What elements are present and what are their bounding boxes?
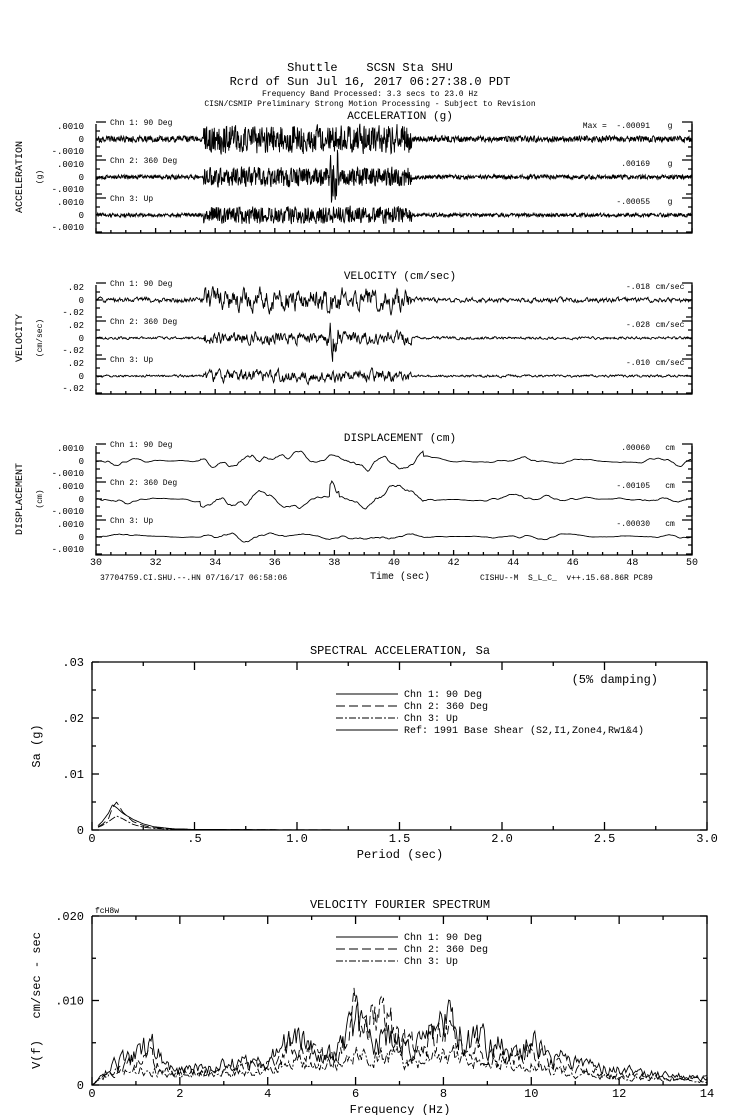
y-tick-label: -.0010: [51, 469, 84, 479]
y-tick-label: .02: [62, 712, 84, 726]
channel-label: Chn 2: 360 Deg: [110, 157, 178, 166]
x-tick-label: 3.0: [696, 832, 718, 846]
y-tick-label: .01: [62, 768, 84, 782]
x-tick-label: 12: [611, 1087, 627, 1101]
y-tick-label: .0010: [56, 160, 84, 170]
y-tick-label: 0: [78, 495, 84, 505]
peak-value: .00169: [621, 160, 650, 169]
peak-unit: cm/sec: [655, 283, 685, 292]
peak-value: -.028: [625, 321, 650, 330]
x-tick-label: 34: [209, 558, 222, 569]
y-axis-label: VELOCITY: [15, 313, 26, 363]
plot-frame: [96, 446, 692, 555]
peak-value: .00060: [621, 444, 650, 453]
legend-label: Chn 1: 90 Deg: [404, 690, 483, 701]
series-line: [98, 805, 707, 830]
x-tick-label: 44: [507, 558, 520, 569]
x-axis-label: Period (sec): [356, 848, 444, 862]
y-tick-label: -.0010: [51, 185, 84, 195]
y-tick-label: .02: [67, 359, 84, 369]
x-tick-label: 50: [685, 558, 699, 569]
waveform-trace: [96, 368, 691, 385]
y-tick-label: 0: [76, 1079, 84, 1093]
series-line: [92, 1045, 707, 1085]
channel-label: Chn 2: 360 Deg: [110, 479, 178, 488]
peak-value: -.010: [625, 359, 650, 368]
x-tick-label: 32: [149, 558, 162, 569]
header-record-time: Rcrd of Sun Jul 16, 2017 06:27:38.0 PDT: [229, 75, 511, 89]
peak-value: -.018: [625, 283, 650, 292]
waveform-trace: [96, 451, 691, 471]
plot-frame: [92, 916, 707, 1085]
panel-title: ACCELERATION (g): [347, 111, 453, 123]
y-axis-label: V(f) cm/sec - sec: [30, 932, 44, 1069]
x-tick-label: 36: [268, 558, 281, 569]
x-tick-label: 14: [699, 1087, 715, 1101]
y-tick-label: .010: [55, 994, 84, 1009]
waveform-trace: [96, 150, 692, 203]
y-tick-label: .03: [62, 656, 84, 670]
x-tick-label: 0: [88, 1087, 96, 1101]
channel-label: Chn 1: 90 Deg: [110, 441, 173, 450]
x-tick-label: 4: [264, 1087, 272, 1101]
peak-unit: cm/sec: [655, 359, 685, 368]
peak-unit: cm/sec: [655, 321, 685, 330]
x-tick-label: 6: [351, 1087, 360, 1101]
x-tick-label: 46: [566, 558, 579, 569]
x-tick-label: 10: [524, 1087, 539, 1101]
corner-label: fcH8w: [95, 907, 120, 916]
header-station: Shuttle SCSN Sta SHU: [287, 61, 453, 75]
legend-label: Chn 1: 90 Deg: [404, 933, 483, 944]
waveform-trace: [96, 481, 691, 509]
peak-unit: cm: [665, 520, 675, 529]
peak-unit: g: [667, 160, 673, 169]
footer-record-id: 37704759.CI.SHU.--.HN 07/16/17 06:58:06: [100, 574, 288, 583]
header-frequency-band: Frequency Band Processed: 3.3 secs to 23.0 Hz: [261, 90, 479, 99]
x-tick-label: 8: [439, 1087, 448, 1101]
legend-label: Chn 2: 360 Deg: [404, 945, 489, 956]
panel-title: DISPLACEMENT (cm): [343, 433, 457, 445]
series-line: [98, 816, 707, 830]
damping-note: (5% damping): [571, 673, 658, 687]
y-axis-label: ACCELERATION: [15, 140, 26, 214]
peak-unit: cm: [665, 444, 675, 453]
peak-value: Max = -.00091: [582, 122, 650, 131]
y-tick-label: -.0010: [51, 545, 84, 555]
x-tick-label: 1.0: [286, 832, 308, 846]
x-tick-label: 48: [626, 558, 639, 569]
peak-unit: g: [667, 198, 673, 207]
x-tick-label: 30: [89, 558, 103, 569]
y-tick-label: 0: [78, 334, 84, 344]
channel-label: Chn 3: Up: [110, 195, 154, 204]
peak-unit: g: [667, 122, 673, 131]
legend-label: Chn 3: Up: [404, 957, 459, 968]
y-tick-label: 0: [78, 135, 84, 145]
y-axis-unit: (cm/sec): [36, 318, 45, 358]
channel-label: Chn 3: Up: [110, 517, 154, 526]
y-tick-label: 0: [78, 372, 84, 382]
channel-label: Chn 1: 90 Deg: [110, 119, 173, 128]
y-tick-label: .0010: [56, 198, 84, 208]
waveform-trace: [96, 286, 691, 315]
y-tick-label: 0: [78, 533, 84, 543]
y-tick-label: -.0010: [51, 507, 84, 517]
x-tick-label: 2.0: [491, 832, 513, 846]
y-tick-label: 0: [78, 211, 84, 221]
waveform-trace: [96, 323, 691, 362]
x-tick-label: .5: [187, 832, 202, 846]
y-axis-unit: (cm): [36, 489, 45, 509]
y-tick-label: .0010: [56, 444, 84, 454]
peak-value: -.00055: [616, 198, 650, 207]
x-tick-label: 2: [176, 1087, 184, 1101]
waveform-trace: [96, 533, 691, 542]
footer-version: CISHU--M S_L_C_ v++.15.68.86R PC89: [480, 574, 653, 583]
legend-label: Chn 2: 360 Deg: [404, 702, 489, 713]
y-axis-unit: (g): [36, 169, 45, 185]
channel-label: Chn 1: 90 Deg: [110, 280, 173, 289]
x-tick-label: 2.5: [593, 832, 616, 846]
y-tick-label: -.0010: [51, 223, 84, 233]
y-tick-label: 0: [78, 296, 84, 306]
x-tick-label: 40: [387, 558, 401, 569]
y-tick-label: .020: [55, 910, 84, 924]
y-tick-label: 0: [78, 457, 84, 467]
y-tick-label: -.02: [62, 308, 84, 318]
y-axis-label: Sa (g): [30, 724, 44, 768]
peak-value: -.00105: [616, 482, 650, 491]
waveform-trace: [96, 206, 692, 224]
channel-label: Chn 2: 360 Deg: [110, 318, 178, 327]
x-axis-label: Frequency (Hz): [349, 1103, 451, 1115]
channel-label: Chn 3: Up: [110, 356, 154, 365]
panel-title: VELOCITY (cm/sec): [343, 271, 457, 283]
legend-label: Ref: 1991 Base Shear (S2,I1,Zone4,Rw1&4): [404, 726, 645, 737]
plot-frame: [92, 662, 707, 830]
y-tick-label: .02: [67, 321, 84, 331]
x-tick-label: 38: [328, 558, 341, 569]
x-axis-label: Time (sec): [369, 572, 431, 583]
peak-value: -.00030: [616, 520, 650, 529]
series-line: [98, 802, 707, 830]
y-tick-label: .0010: [56, 520, 84, 530]
y-tick-label: .0010: [56, 122, 84, 132]
y-tick-label: 0: [78, 173, 84, 183]
header-processing-note: CISN/CSMIP Preliminary Strong Motion Processing - Subject to Revision: [204, 100, 536, 109]
spectrum-title: VELOCITY FOURIER SPECTRUM: [309, 898, 491, 912]
x-tick-label: 1.5: [388, 832, 411, 846]
peak-unit: cm: [665, 482, 675, 491]
y-tick-label: -.02: [62, 346, 84, 356]
y-tick-label: .0010: [56, 482, 84, 492]
y-tick-label: -.02: [62, 384, 84, 394]
y-axis-label: DISPLACEMENT: [15, 462, 26, 536]
x-tick-label: 0: [88, 832, 96, 846]
y-tick-label: -.0010: [51, 147, 84, 157]
y-tick-label: .02: [67, 283, 84, 293]
x-tick-label: 42: [447, 558, 460, 569]
y-tick-label: 0: [76, 824, 84, 838]
spectrum-title: SPECTRAL ACCELERATION, Sa: [309, 644, 491, 658]
legend-label: Chn 3: Up: [404, 714, 459, 725]
